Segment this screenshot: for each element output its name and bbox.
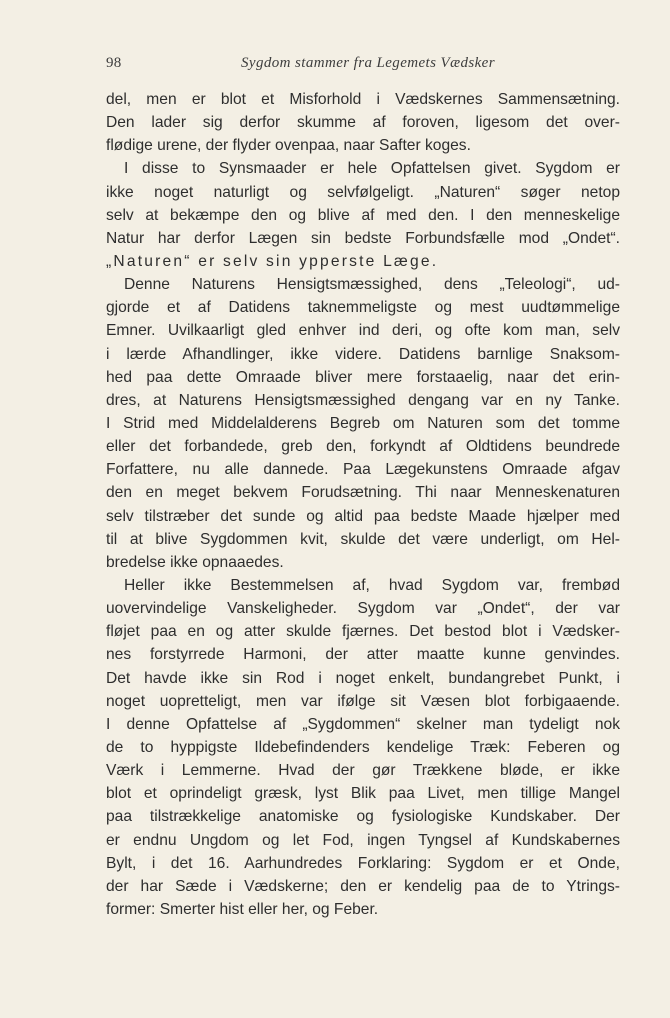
text-line: den en meget bekvem Forudsætning. Thi naar Menneskenaturen [106, 484, 620, 502]
text-line: er endnu Ungdom og let Fod, ingen Tyngsel af Kundskabernes [106, 831, 620, 849]
text-line: til at blive Sygdommen kvit, skulde det være underligt, om Hel- [106, 530, 620, 548]
text-line: der har Sæde i Vædskerne; den er kendelig paa de to Ytrings- [106, 877, 620, 895]
text-line: Heller ikke Bestemmelsen af, hvad Sygdom var, frembød [124, 576, 620, 594]
text-line: selv at bekæmpe den og blive af med den. I den menneskelige [106, 206, 620, 224]
text-line: I denne Opfattelse af „Sygdommen“ skelner man tydeligt nok [106, 715, 620, 733]
page-header [106, 55, 620, 77]
body-text [106, 88, 620, 921]
text-line: fløjet paa en og atter skulde fjærnes. Det bestod blot i Vædsker- [106, 623, 620, 641]
text-line: del, men er blot et Misforhold i Vædskernes Sammensætning. [106, 91, 620, 108]
text-line: former: Smerter hist eller her, og Feber. [106, 900, 379, 918]
text-line: i lærde Afhandlinger, ikke videre. Datidens barnlige Snaksom- [106, 345, 620, 363]
text-line: Natur har derfor Lægen sin bedste Forbundsfælle mod „Ondet“. [106, 229, 620, 247]
text-line: paa tilstrækkelige anatomiske og fysiologiske Kundskaber. Der [106, 808, 620, 826]
text-line: gjorde et af Datidens taknemmeligste og mest uudtømmelige [106, 299, 620, 317]
text-line: eller det forbandede, greb den, forkyndt af Oldtidens beundrede [106, 438, 620, 456]
text-line: uovervindelige Vanskeligheder. Sygdom var „Ondet“, der var [106, 600, 620, 618]
text-line: „Naturen“ er selv sin ypperste Læge. [106, 252, 439, 270]
text-line: bredelse ikke opnaaedes. [106, 553, 284, 571]
text-line: Det havde ikke sin Rod i noget enkelt, bundangrebet Punkt, i [106, 669, 620, 687]
text-line: Emner. Uvilkaarligt gled enhver ind deri, og ofte kom man, selv [106, 322, 620, 340]
page-number: 98 [106, 55, 122, 71]
text-line: Bylt, i det 16. Aarhundredes Forklaring: Sygdom er et Onde, [106, 854, 620, 872]
text-line: de to hyppigste Ildebefindenders kendelige Træk: Feberen og [106, 738, 620, 756]
text-line: blot et oprindeligt græsk, lyst Blik paa Livet, men tillige Mangel [106, 785, 620, 803]
text-line: ikke noget naturligt og selvfølgeligt. „Naturen“ søger netop [106, 183, 620, 201]
running-title: Sygdom stammer fra Legemets Vædsker [241, 55, 495, 71]
text-line: Den lader sig derfor skumme af foroven, ligesom det over- [106, 114, 620, 132]
text-line: hed paa dette Omraade bliver mere forstaaelig, naar det erin- [106, 368, 620, 386]
text-line: selv tilstræber det sunde og altid paa bedste Maade hjælper med [106, 507, 620, 525]
text-line: noget uopretteligt, men var ifølge sit Væsen blot forbigaaende. [106, 692, 620, 710]
text-line: Værk i Lemmerne. Hvad der gør Trækkene bløde, er ikke [106, 762, 620, 780]
text-line: dres, at Naturens Hensigtsmæssighed dengang var en ny Tanke. [106, 391, 620, 409]
text-line: flødige urene, der flyder ovenpaa, naar Safter koges. [106, 137, 471, 155]
text-line: Denne Naturens Hensigtsmæssighed, dens „Teleologi“, ud- [124, 276, 620, 294]
text-line: I disse to Synsmaader er hele Opfattelsen givet. Sygdom er [124, 160, 620, 178]
text-line: Forfattere, nu alle dannede. Paa Lægekunstens Omraade afgav [106, 461, 620, 479]
text-line: nes forstyrrede Harmoni, der atter maatte kunne genvindes. [106, 646, 620, 664]
text-line: I Strid med Middelalderens Begreb om Naturen som det tomme [106, 414, 620, 432]
